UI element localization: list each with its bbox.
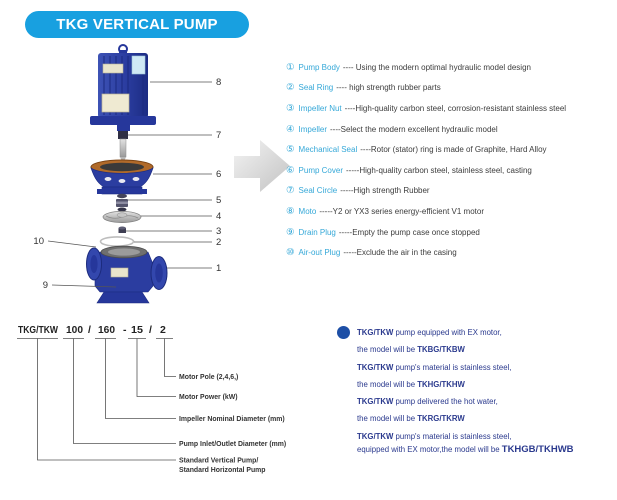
- note-line: [357, 393, 607, 410]
- part-number: ⑤: [286, 144, 295, 156]
- page-title: TKG VERTICAL PUMP: [56, 16, 218, 33]
- callout-8: 8: [216, 77, 222, 88]
- callout-5: 5: [216, 195, 222, 206]
- list-item: [286, 57, 616, 78]
- body-nameplate: [111, 268, 128, 277]
- model-code-diagram: [10, 315, 340, 500]
- note-seg: TKHGB/TKHWB: [501, 444, 574, 456]
- label-inlet-outlet-diameter: Pump Inlet/Outlet Diameter (mm): [179, 441, 287, 448]
- model-code-lines: [17, 339, 176, 461]
- model-notes: [337, 324, 607, 456]
- part-number: ⑨: [286, 226, 295, 238]
- pump-exploded-diagram: [0, 40, 300, 325]
- label-motor-pole: Motor Pole (2,4,6,): [179, 374, 239, 381]
- part-desc: ---- Using the modern optimal hydraulic model design: [342, 62, 531, 72]
- callout-4: 4: [216, 211, 222, 222]
- part-desc: -----Y2 or YX3 series energy-efficient V1 motor: [319, 206, 484, 216]
- code-impeller: 160: [98, 324, 116, 336]
- motor-nameplate-small: [103, 64, 123, 73]
- label-motor-power: Motor Power (kW): [179, 394, 238, 401]
- pump-cover: [91, 160, 153, 194]
- impeller: [103, 211, 141, 222]
- note-seg: TKG/TKW: [357, 431, 394, 441]
- list-item: [286, 119, 616, 140]
- part-desc: ---- high strength rubber parts: [336, 83, 441, 93]
- note-seg: pump equipped with EX motor,: [393, 328, 502, 337]
- list-item: [286, 98, 616, 119]
- note-line: [357, 359, 607, 376]
- code-series: TKG/TKW: [18, 324, 59, 336]
- part-name: Moto: [298, 206, 317, 216]
- code-power: 15: [131, 324, 144, 336]
- part-name: Impeller Nut: [298, 103, 342, 113]
- part-number: ③: [286, 102, 295, 114]
- note-seg: pump delivered the hot water,: [393, 397, 498, 407]
- label-impeller-diameter: Impeller Nominal Diameter (mm): [179, 416, 285, 423]
- part-name: Mechanical Seal: [298, 145, 358, 155]
- mechanical-seal: [116, 194, 128, 212]
- list-item: [286, 222, 616, 243]
- note-line: [357, 443, 607, 456]
- seal-ring: [101, 237, 134, 246]
- note-seg: pump's material is stainless steel,: [393, 362, 512, 372]
- part-name: Pump Cover: [298, 165, 343, 175]
- note-seg: TKG/TKW: [357, 397, 394, 407]
- part-name: Impeller: [298, 124, 327, 134]
- part-number: ②: [286, 82, 295, 94]
- impeller-nut: [119, 227, 127, 234]
- note-seg: pump's material is stainless steel,: [393, 431, 512, 441]
- note-seg: TKRG/TKRW: [417, 414, 465, 424]
- code-slash1: /: [88, 324, 91, 336]
- part-desc: ----High-quality carbon steel, corrosion-resistant stainless steel: [344, 103, 567, 113]
- note-seg: TKBG/TKBW: [417, 345, 465, 355]
- motor-nameplate: [102, 94, 129, 112]
- part-number: ①: [286, 61, 295, 73]
- callout-2: 2: [216, 237, 222, 248]
- bullet-icon: [337, 326, 350, 339]
- note-line: [357, 376, 607, 393]
- part-number: ⑥: [286, 164, 295, 176]
- code-inlet: 100: [66, 324, 84, 336]
- part-name: Drain Plug: [298, 227, 336, 237]
- callout-7: 7: [216, 130, 222, 141]
- arrow-right-icon: [234, 140, 290, 192]
- list-item: [286, 181, 616, 202]
- part-name: Seal Ring: [298, 83, 334, 93]
- note-line: [357, 324, 607, 341]
- pump-base: [97, 292, 149, 303]
- notes-list: [337, 324, 607, 456]
- note-seg: the model will be: [357, 414, 418, 424]
- code-slash2: /: [149, 324, 152, 336]
- part-name: Air-out Plug: [298, 248, 341, 258]
- pump-body: [87, 246, 168, 303]
- note-seg: TKG/TKW: [357, 362, 394, 372]
- note-line: [357, 341, 607, 358]
- note-seg: TKG/TKW: [357, 328, 394, 337]
- code-pole: 2: [160, 324, 166, 336]
- motor-sticker: [132, 56, 145, 74]
- list-item: [286, 139, 616, 160]
- shaft: [118, 131, 128, 164]
- note-line: [357, 410, 607, 427]
- model-code-labels: [179, 374, 286, 474]
- list-item: [286, 78, 616, 99]
- code-dash: -: [123, 324, 127, 336]
- part-number: ⑧: [286, 205, 295, 217]
- list-item: [286, 160, 616, 181]
- part-desc: ----Rotor (stator) ring is made of Graphite, Hard Alloy: [360, 145, 547, 155]
- title-banner: [25, 11, 249, 38]
- note-seg: TKHG/TKHW: [417, 379, 465, 389]
- list-item: [286, 201, 616, 222]
- part-number: ⑦: [286, 185, 295, 197]
- note-seg: the model will be: [357, 379, 418, 389]
- label-standard-horizontal: Standard Horizontal Pump: [179, 467, 266, 474]
- callout-1: 1: [216, 263, 222, 274]
- part-desc: -----High strength Rubber: [340, 186, 430, 196]
- model-code-tokens: [18, 324, 166, 336]
- part-name: Seal Circle: [298, 186, 338, 196]
- callout-3: 3: [216, 226, 222, 237]
- callout-10: 10: [33, 236, 44, 247]
- part-number: ⑩: [286, 247, 295, 259]
- list-item: [286, 242, 616, 263]
- part-desc: ----Select the modern excellent hydraulic model: [329, 124, 498, 134]
- note-seg: the model will be: [357, 345, 418, 355]
- part-name: Pump Body: [298, 62, 340, 72]
- part-desc: -----High-quality carbon steel, stainless steel, casting: [346, 165, 532, 175]
- part-desc: -----Exclude the air in the casing: [343, 248, 457, 258]
- callout-6: 6: [216, 169, 222, 180]
- part-number: ④: [286, 123, 295, 135]
- callout-9: 9: [42, 280, 48, 291]
- part-desc: -----Empty the pump case once stopped: [338, 227, 480, 237]
- note-seg: equipped with EX motor,the model will be: [357, 445, 502, 455]
- parts-list: [286, 57, 616, 263]
- label-standard-vertical: Standard Vertical Pump/: [179, 457, 259, 465]
- motor: [90, 45, 156, 131]
